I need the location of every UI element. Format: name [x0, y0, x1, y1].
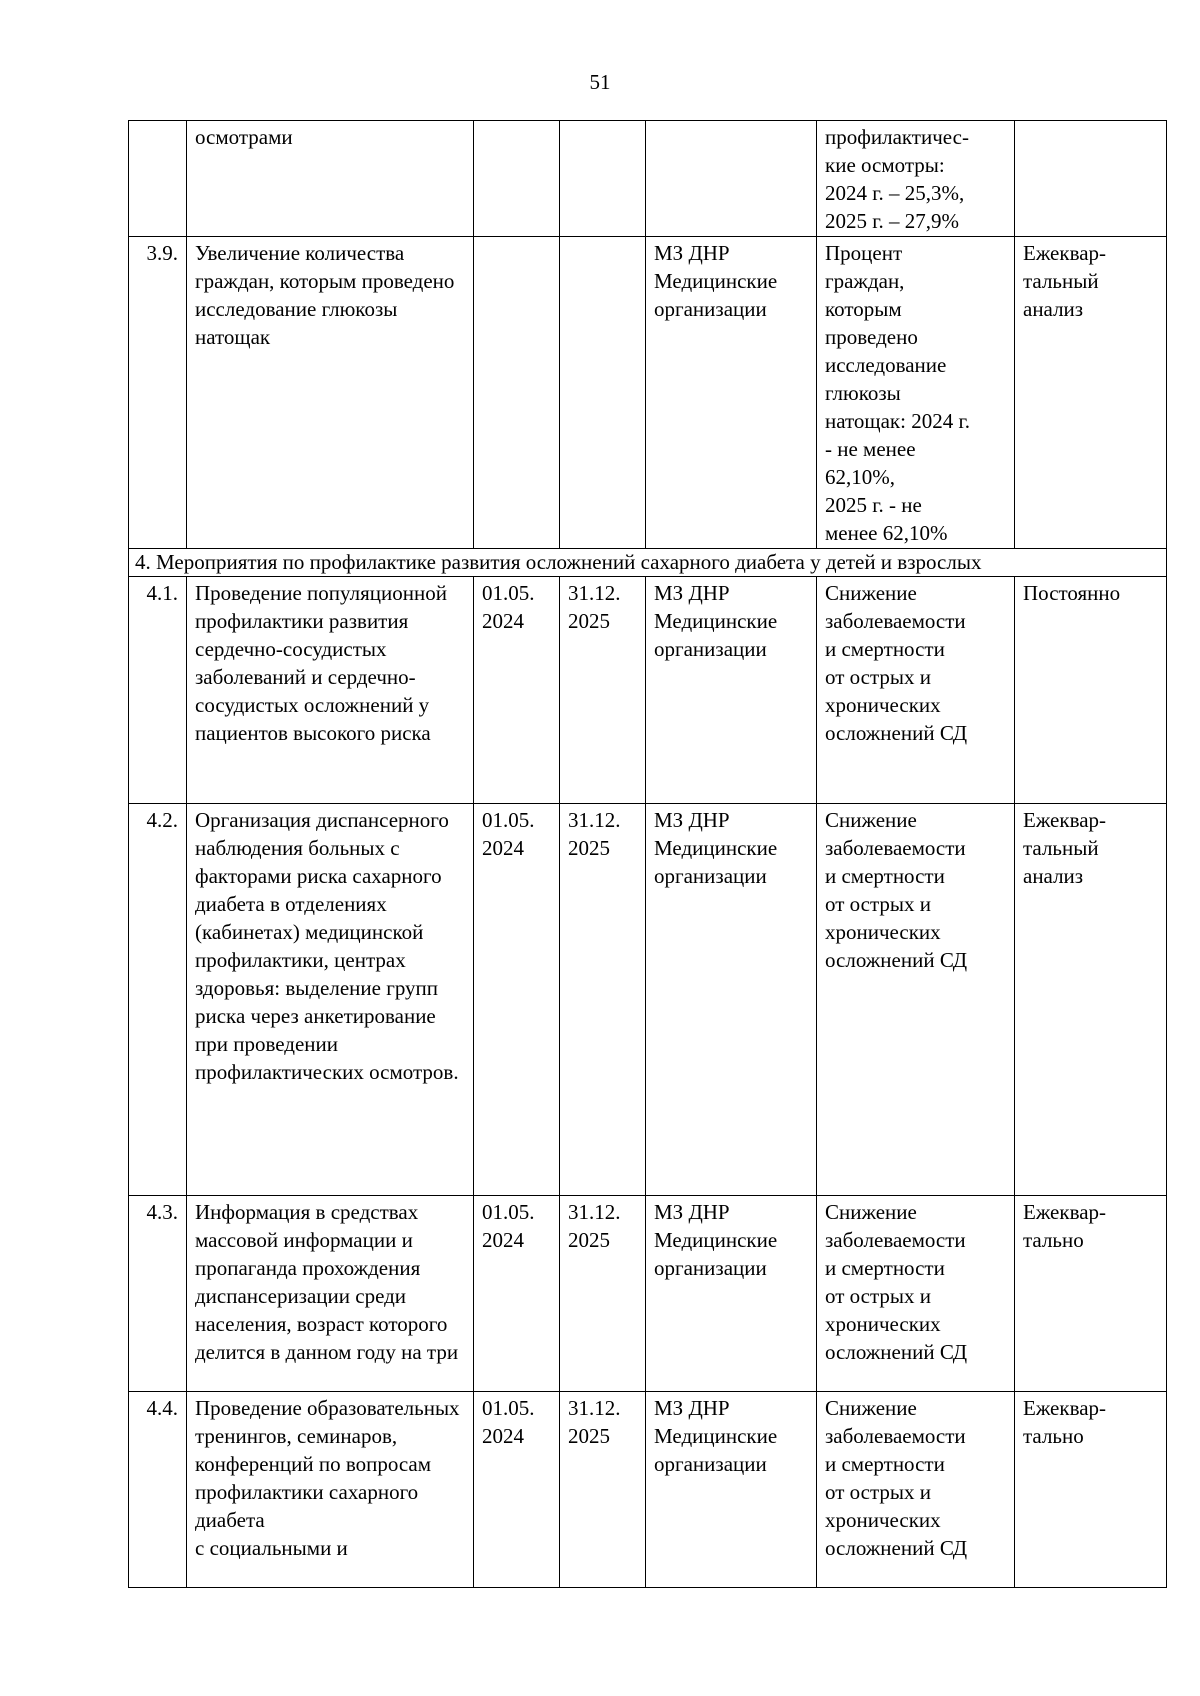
- table-row-4-3: [129, 1196, 1167, 1392]
- cell-executor: МЗ ДНР Медицинские организации: [646, 237, 817, 549]
- cell-executor: МЗ ДНР Медицинские организации: [646, 1392, 817, 1588]
- cell-num: [129, 121, 187, 237]
- cell-activity: Проведение популяционной профилактики развития сердечно-сосудистых заболеваний и сердечно-сосудистых осложнений у пациентов высокого риска: [187, 577, 474, 804]
- cell-executor: [646, 121, 817, 237]
- table-row-4-1: [129, 577, 1167, 804]
- cell-end: 31.12. 2025: [560, 1392, 646, 1588]
- table-row-3-9: [129, 237, 1167, 549]
- cell-executor: МЗ ДНР Медицинские организации: [646, 577, 817, 804]
- cell-frequency: Ежеквар- тальный анализ: [1015, 237, 1167, 549]
- cell-end: 31.12. 2025: [560, 577, 646, 804]
- cell-start: [474, 237, 560, 549]
- table-row-section-4: [129, 549, 1167, 577]
- cell-frequency: Ежеквар- тально: [1015, 1392, 1167, 1588]
- table-row-4-2: [129, 804, 1167, 1196]
- cell-activity: Проведение образовательных тренингов, семинаров, конференций по вопросам профилактики сахарного диабета с социальными и: [187, 1392, 474, 1588]
- cell-num: 3.9.: [129, 237, 187, 549]
- cell-executor: МЗ ДНР Медицинские организации: [646, 804, 817, 1196]
- cell-start: 01.05. 2024: [474, 804, 560, 1196]
- cell-num: 4.3.: [129, 1196, 187, 1392]
- table-row-continuation: [129, 121, 1167, 237]
- cell-frequency: Постоянно: [1015, 577, 1167, 804]
- cell-end: 31.12. 2025: [560, 1196, 646, 1392]
- cell-num: 4.4.: [129, 1392, 187, 1588]
- cell-indicator: Снижение заболеваемости и смертности от острых и хронических осложнений СД: [817, 1392, 1015, 1588]
- cell-indicator: Процент граждан, которым проведено исследование глюкозы натощак: 2024 г. - не менее 62,10%, 2025 г. - не менее 62,10%: [817, 237, 1015, 549]
- cell-activity: Информация в средствах массовой информации и пропаганда прохождения диспансеризации среди населения, возраст которого делится в данном году на три: [187, 1196, 474, 1392]
- cell-start: 01.05. 2024: [474, 1392, 560, 1588]
- cell-activity: Увеличение количества граждан, которым проведено исследование глюкозы натощак: [187, 237, 474, 549]
- cell-end: [560, 121, 646, 237]
- cell-indicator: Снижение заболеваемости и смертности от острых и хронических осложнений СД: [817, 1196, 1015, 1392]
- cell-num: 4.2.: [129, 804, 187, 1196]
- cell-start: 01.05. 2024: [474, 577, 560, 804]
- cell-frequency: [1015, 121, 1167, 237]
- cell-indicator: Снижение заболеваемости и смертности от острых и хронических осложнений СД: [817, 577, 1015, 804]
- cell-frequency: Ежеквар- тальный анализ: [1015, 804, 1167, 1196]
- cell-start: 01.05. 2024: [474, 1196, 560, 1392]
- cell-indicator: Снижение заболеваемости и смертности от острых и хронических осложнений СД: [817, 804, 1015, 1196]
- cell-num: 4.1.: [129, 577, 187, 804]
- measures-table: [128, 120, 1167, 1588]
- cell-activity: осмотрами: [187, 121, 474, 237]
- cell-indicator: профилактичес- кие осмотры: 2024 г. – 25,3%, 2025 г. – 27,9%: [817, 121, 1015, 237]
- table-row-4-4: [129, 1392, 1167, 1588]
- cell-start: [474, 121, 560, 237]
- cell-end: 31.12. 2025: [560, 804, 646, 1196]
- section-heading: 4. Мероприятия по профилактике развития осложнений сахарного диабета у детей и взрослых: [129, 549, 1167, 577]
- cell-frequency: Ежеквар- тально: [1015, 1196, 1167, 1392]
- cell-executor: МЗ ДНР Медицинские организации: [646, 1196, 817, 1392]
- cell-activity: Организация диспансерного наблюдения больных с факторами риска сахарного диабета в отделениях (кабинетах) медицинской профилактики, центрах здоровья: выделение групп риска через анкетирование при проведении профилактических осмотров.: [187, 804, 474, 1196]
- page-number: 51: [589, 70, 611, 94]
- cell-end: [560, 237, 646, 549]
